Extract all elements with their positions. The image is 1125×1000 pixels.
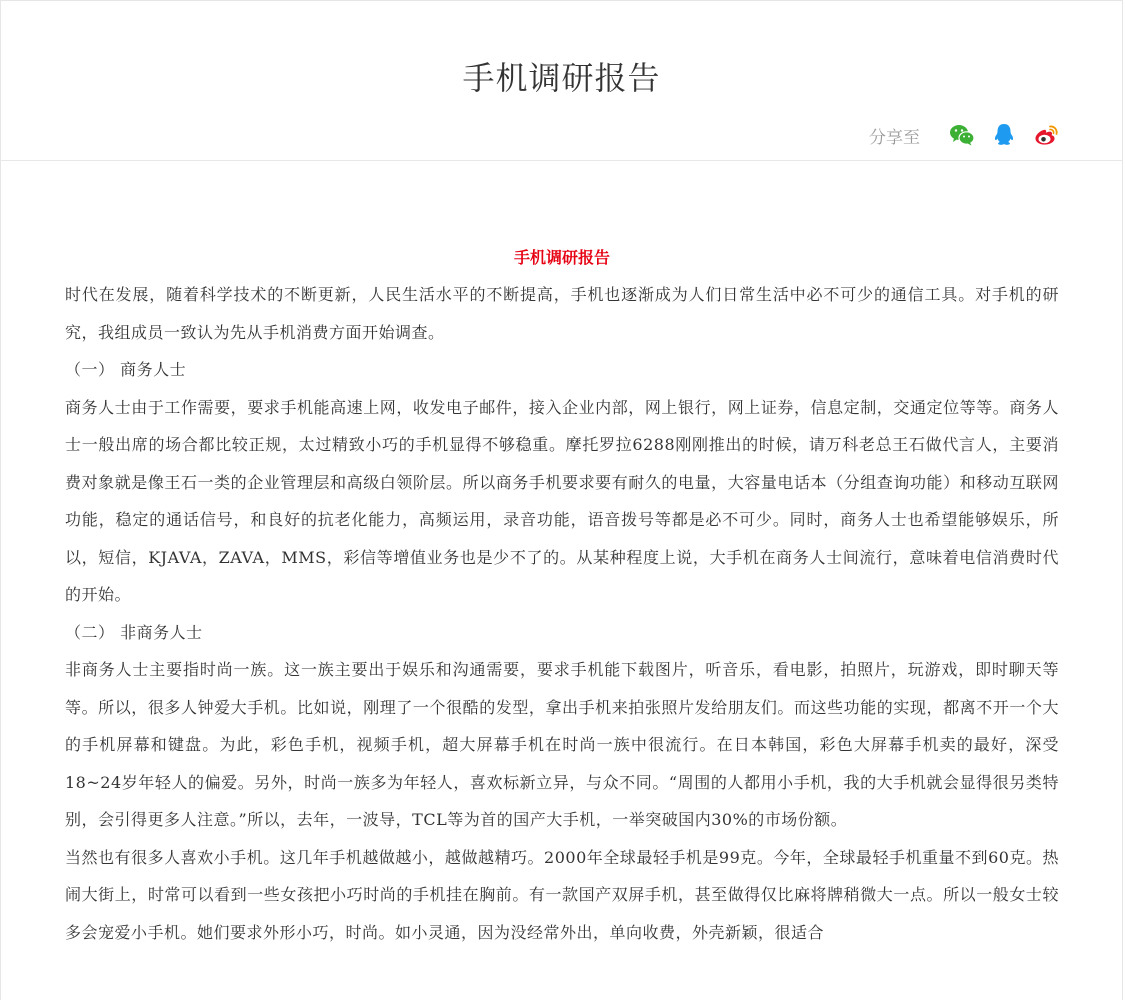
section-heading: （一） 商务人士 xyxy=(65,360,187,379)
article-title: 手机调研报告 xyxy=(513,248,610,267)
share-label: 分享至 xyxy=(869,127,920,148)
section-heading: （二） 非商务人士 xyxy=(65,622,203,642)
article-paragraph: 非商务人士主要指时尚一族。这一族主要出于娱乐和沟通需要，要求手机能下载图片，听音乐，看电影，拍照片，玩游戏，即时聊天等等。所以，很多人钟爱大手机。比如说，刚理了一个很酷的发型，拿出手机来拍张照片发给朋友们。而这些功能的实现，都离不开一个大的手机屏幕和键盘。为此，彩色手机，视频手机，超大屏幕手机在时尚一族中很流行。在日本韩国，彩色大屏幕手机卖的最好，深受18~24岁年轻人的偏爱。另外，时尚一族多为年轻人，喜欢标新立异，与众不同。“周围的人都用小手机，我的大手机就会显得很另类特别，会引得更多人注意。”所以，去年，一波导，TCL等为首的国产大手机，一举突破国内30%的市场份额。 xyxy=(65,660,1059,829)
share-bar xyxy=(869,121,1060,149)
article-paragraph: 商务人士由于工作需要，要求手机能高速上网，收发电子邮件，接入企业内部，网上银行，网上证券，信息定制，交通定位等等。商务人士一般出席的场合都比较正规，太过精致小巧的手机显得不够稳重。摩托罗拉6288刚刚推出的时候，请万科老总王石做代言人，主要消费对象就是像王石一类的企业管理层和高级白领阶层。所以商务手机要求要有耐久的电量，大容量电话本（分组查询功能）和移动互联网功能，稳定的通话信号，和良好的抗老化能力，高频运用，录音功能，语音拨号等都是必不可少。同时，商务人士也希望能够娱乐，所以，短信，KJAVA，ZAVA，MMS，彩信等增值业务也是少不了的。从某种程度上说，大手机在商务人士间流行，意味着电信消费时代的开始。 xyxy=(65,397,1059,604)
page-title: 手机调研报告 xyxy=(462,59,661,97)
qq-icon[interactable] xyxy=(990,121,1018,149)
article-paragraph: 时代在发展，随着科学技术的不断更新，人民生活水平的不断提高，手机也逐渐成为人们日常生活中必不可少的通信工具。对手机的研究，我组成员一致认为先从手机消费方面开始调查。 xyxy=(65,285,1059,342)
weibo-icon[interactable] xyxy=(1032,121,1060,149)
wechat-icon[interactable] xyxy=(948,121,976,149)
article-body xyxy=(65,239,1059,951)
article-paragraph: 当然也有很多人喜欢小手机。这几年手机越做越小，越做越精巧。2000年全球最轻手机是99克。今年，全球最轻手机重量不到60克。热闹大街上，时常可以看到一些女孩把小巧时尚的手机挂在胸前。有一款国产双屏手机，甚至做得仅比麻将牌稍微大一点。所以一般女士较多会宠爱小手机。她们要求外形小巧，时尚。如小灵通，因为没经常外出，单向收费，外壳新颖，很适合 xyxy=(65,847,1059,942)
header xyxy=(1,1,1122,161)
